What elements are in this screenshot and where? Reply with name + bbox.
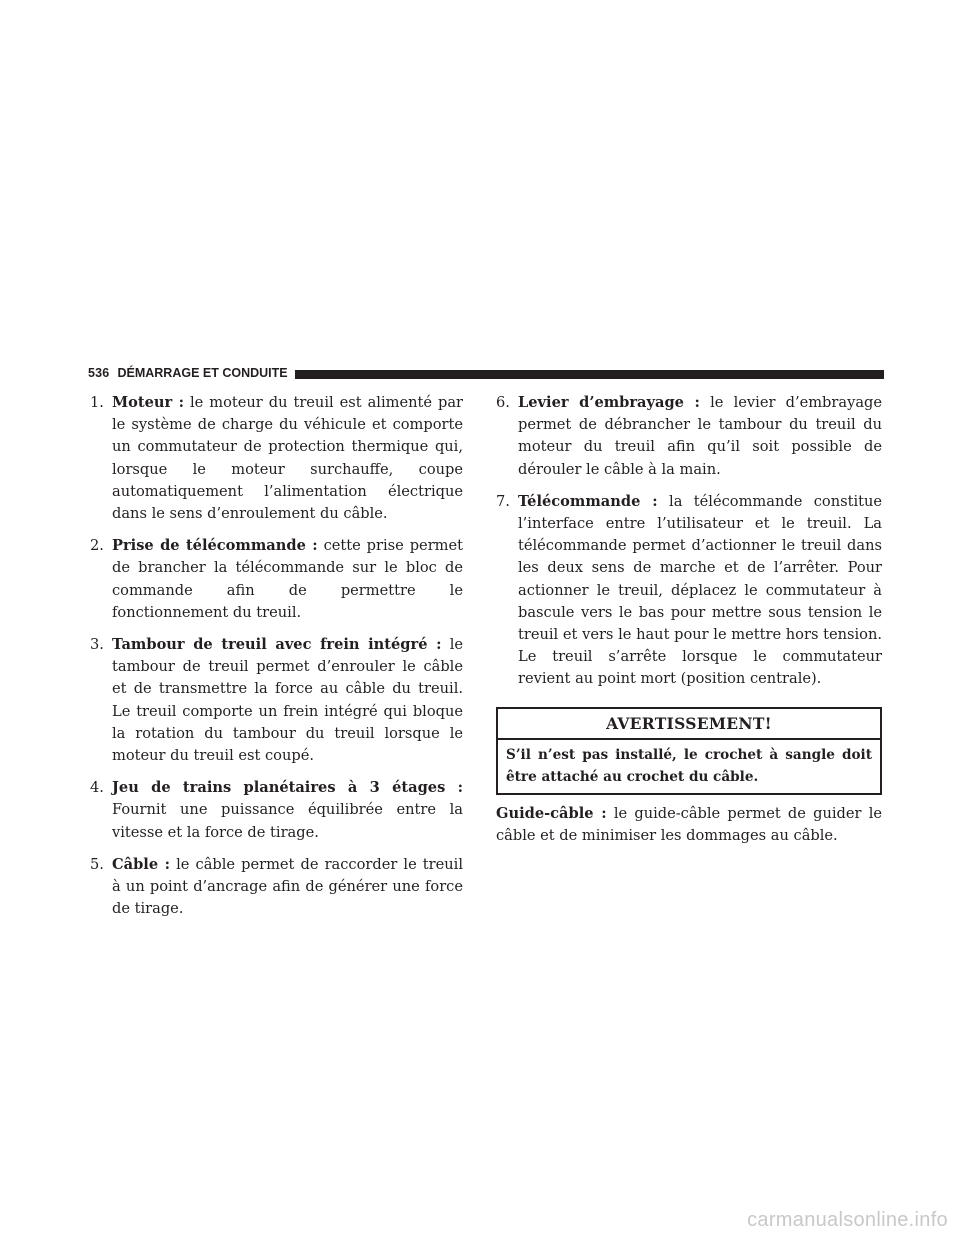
right-column: [496, 392, 882, 862]
item-number: 1.: [90, 394, 104, 411]
item-number: 4.: [90, 779, 104, 797]
warning-text: S’il n’est pas installé, le crochet à sangle doit être attaché au crochet du câble.: [506, 746, 872, 785]
item-number: 7.: [496, 492, 510, 510]
item-label: Moteur :: [112, 394, 185, 411]
item-label: Câble :: [112, 855, 171, 873]
item-number: 3.: [90, 636, 104, 654]
item-label: Télécommande :: [518, 492, 658, 510]
item-number: 6.: [496, 394, 510, 411]
section-title: DÉMARRAGE ET CONDUITE: [117, 366, 288, 380]
item-text: le tambour de treuil permet d’enrouler le câble et de transmettre la force au câble du treuil. Le treuil comporte un frein intégré qui bloque la rotation du tambour du treuil lorsque le moteur du treuil est coupé.: [112, 636, 463, 765]
list-item: [496, 392, 882, 481]
list-item: [90, 634, 463, 767]
page-number: 536: [88, 366, 110, 380]
item-label: Tambour de treuil avec frein intégré :: [112, 636, 442, 654]
warning-box: [496, 707, 882, 795]
item-number: 5.: [90, 855, 104, 873]
item-text: le moteur du treuil est alimenté par le système de charge du véhicule et comporte un commutateur de protection thermique qui, lorsque le moteur surchauffe, coupe automatiquement l’alimentation électrique dans le sens d’enroulement du câble.: [112, 394, 464, 523]
guide-label: Guide-câble :: [496, 804, 607, 822]
list-item: [90, 777, 463, 844]
list-item: [90, 854, 463, 921]
guide-paragraph: [496, 803, 882, 847]
left-column: [90, 392, 463, 930]
item-text: le câble permet de raccorder le treuil à un point d’ancrage afin de générer une force de tirage.: [112, 855, 464, 918]
item-label: Prise de télécommande :: [112, 537, 318, 555]
page-header: [88, 364, 884, 382]
item-text: la télécommande constitue l’interface entre l’utilisateur et le treuil. La télécommande permet d’actionner le treuil dans les deux sens de marche et de l’arrêter. Pour actionner le treuil, déplacez le commutateur à bascule vers le bas pour mettre sous tension le treuil et vers le haut pour le mettre hors tension. Le treuil s’arrête lorsque le commutateur revient au point mort (position centrale).: [518, 492, 883, 688]
list-item: [496, 491, 882, 691]
item-label: Levier d’embrayage :: [518, 394, 700, 411]
item-text: cette prise permet de brancher la télécommande sur le bloc de commande afin de permettre le fonctionnement du treuil.: [112, 537, 464, 621]
item-text: Fournit une puissance équilibrée entre la vitesse et la force de tirage.: [112, 801, 463, 841]
warning-title: AVERTISSEMENT!: [498, 709, 880, 740]
item-number: 2.: [90, 537, 104, 555]
list-item: [90, 392, 463, 525]
list-item: [90, 535, 463, 624]
item-text: le levier d’embrayage permet de débrancher le tambour du treuil du moteur du treuil afin qu’il soit possible de dérouler le câble à la main.: [518, 394, 882, 478]
item-label: Jeu de trains planétaires à 3 étages :: [112, 779, 463, 797]
watermark: carmanualsonline.info: [747, 1209, 948, 1231]
guide-text: le guide-câble permet de guider le câble et de minimiser les dommages au câble.: [496, 804, 883, 845]
header-rule: [295, 370, 884, 379]
